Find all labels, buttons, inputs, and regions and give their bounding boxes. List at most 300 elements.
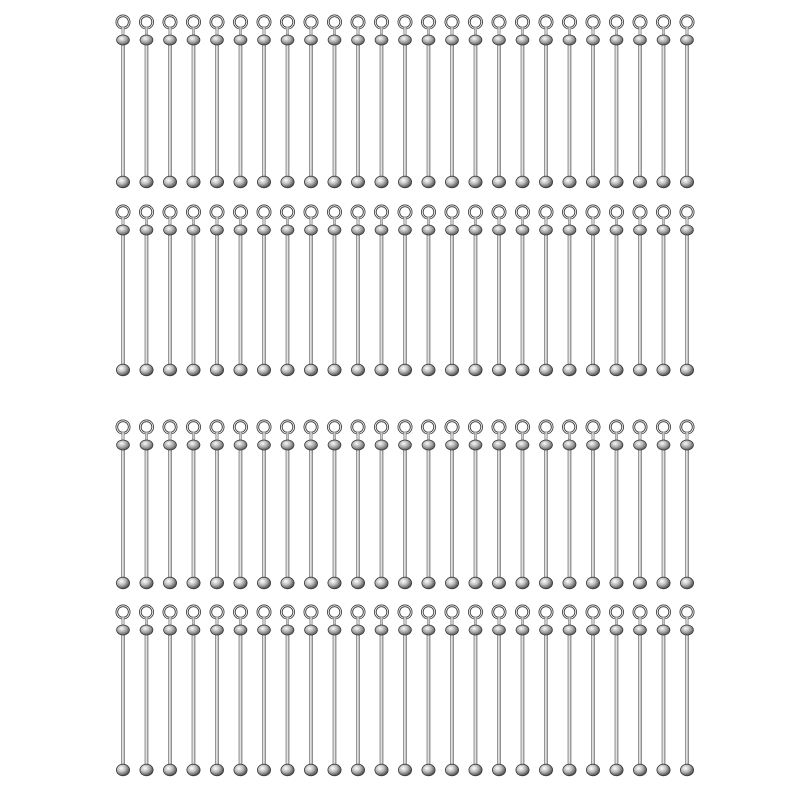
eye-pin bbox=[516, 421, 529, 589]
pin-rod bbox=[474, 38, 477, 178]
pin-ball-end bbox=[163, 364, 176, 376]
pin-ball-end bbox=[657, 577, 670, 589]
pin-bead bbox=[375, 35, 388, 45]
pin-bead bbox=[140, 625, 153, 635]
pin-rod bbox=[615, 443, 618, 579]
pin-bead bbox=[211, 625, 224, 635]
pin-ball-end bbox=[375, 577, 388, 589]
eye-pin bbox=[304, 206, 317, 376]
pin-neck bbox=[474, 27, 477, 35]
pin-ball-end bbox=[398, 577, 411, 589]
pin-loop-highlight bbox=[258, 16, 270, 28]
pin-bead bbox=[422, 225, 435, 235]
eye-pin bbox=[140, 606, 153, 776]
pin-bead bbox=[399, 35, 412, 45]
pin-rod bbox=[591, 228, 594, 366]
eye-pin bbox=[210, 16, 223, 188]
pin-neck bbox=[169, 617, 172, 625]
eye-pin bbox=[375, 16, 388, 188]
pin-bead bbox=[328, 35, 341, 45]
pin-bead bbox=[258, 225, 271, 235]
pin-ball-end bbox=[257, 176, 270, 188]
pin-ball-end bbox=[116, 764, 129, 776]
pin-rod bbox=[521, 38, 524, 178]
pin-rod bbox=[638, 628, 641, 766]
pin-neck bbox=[404, 617, 407, 625]
pin-bead bbox=[540, 440, 553, 450]
pin-bead bbox=[681, 225, 694, 235]
pin-neck bbox=[521, 217, 524, 225]
pin-loop-highlight bbox=[352, 206, 364, 218]
pin-bead bbox=[446, 35, 459, 45]
pin-ball-end bbox=[234, 577, 247, 589]
pin-block-2 bbox=[116, 421, 693, 776]
pin-rod bbox=[544, 628, 547, 766]
eye-pin bbox=[610, 606, 623, 776]
eye-pin bbox=[281, 206, 294, 376]
pin-loop-highlight bbox=[634, 16, 646, 28]
pin-ball-end bbox=[304, 577, 317, 589]
pin-bead bbox=[352, 625, 365, 635]
eye-pin bbox=[328, 421, 341, 589]
pin-ball-end bbox=[422, 176, 435, 188]
pin-neck bbox=[404, 432, 407, 440]
pin-ball-end bbox=[351, 577, 364, 589]
pin-neck bbox=[451, 617, 454, 625]
pin-rod bbox=[333, 628, 336, 766]
eye-pin bbox=[210, 206, 223, 376]
pin-bead bbox=[234, 625, 247, 635]
pin-neck bbox=[615, 217, 618, 225]
pin-neck bbox=[592, 617, 595, 625]
pin-loop-highlight bbox=[305, 421, 317, 433]
pin-neck bbox=[615, 432, 618, 440]
pin-ball-end bbox=[351, 364, 364, 376]
pin-rod bbox=[215, 443, 218, 579]
pin-ball-end bbox=[116, 364, 129, 376]
pin-neck bbox=[427, 617, 430, 625]
pin-bead bbox=[610, 225, 623, 235]
pin-bead bbox=[281, 440, 294, 450]
pin-loop-highlight bbox=[516, 606, 528, 618]
pin-bead bbox=[516, 440, 529, 450]
pin-rod bbox=[121, 628, 124, 766]
eye-pin bbox=[610, 421, 623, 589]
pin-neck bbox=[286, 217, 289, 225]
pin-rod bbox=[450, 628, 453, 766]
pin-ball-end bbox=[633, 364, 646, 376]
pin-neck bbox=[615, 27, 618, 35]
pin-ball-end bbox=[422, 364, 435, 376]
eye-pin bbox=[281, 16, 294, 188]
eye-pin bbox=[539, 421, 552, 589]
pin-rod bbox=[638, 443, 641, 579]
pin-rod bbox=[192, 628, 195, 766]
pin-bead bbox=[258, 440, 271, 450]
pin-loop-highlight bbox=[540, 421, 552, 433]
eye-pin bbox=[351, 206, 364, 376]
pin-loop-highlight bbox=[681, 16, 693, 28]
pin-loop-highlight bbox=[305, 16, 317, 28]
pin-loop-highlight bbox=[234, 421, 246, 433]
eye-pin bbox=[375, 606, 388, 776]
pin-rod bbox=[262, 443, 265, 579]
pin-loop-highlight bbox=[399, 421, 411, 433]
pin-ball-end bbox=[116, 176, 129, 188]
pin-ball-end bbox=[281, 176, 294, 188]
eye-pin bbox=[140, 421, 153, 589]
pin-neck bbox=[380, 27, 383, 35]
pin-neck bbox=[192, 217, 195, 225]
pin-neck bbox=[545, 217, 548, 225]
pin-rod bbox=[662, 38, 665, 178]
pin-rod bbox=[497, 38, 500, 178]
pin-loop-highlight bbox=[587, 206, 599, 218]
pin-bead bbox=[540, 35, 553, 45]
pin-bead bbox=[657, 625, 670, 635]
pin-rod bbox=[403, 228, 406, 366]
pin-rod bbox=[309, 228, 312, 366]
eye-pin bbox=[210, 606, 223, 776]
pin-loop-highlight bbox=[211, 606, 223, 618]
pin-rod bbox=[685, 628, 688, 766]
pin-ball-end bbox=[586, 577, 599, 589]
eye-pin bbox=[586, 606, 599, 776]
pin-loop-highlight bbox=[681, 421, 693, 433]
pin-rod bbox=[568, 443, 571, 579]
pin-loop-highlight bbox=[422, 16, 434, 28]
pin-loop-highlight bbox=[234, 606, 246, 618]
pin-ball-end bbox=[163, 764, 176, 776]
pin-ball-end bbox=[234, 364, 247, 376]
pin-neck bbox=[122, 217, 125, 225]
pin-ball-end bbox=[516, 364, 529, 376]
pin-rod bbox=[333, 38, 336, 178]
eye-pin bbox=[187, 421, 200, 589]
pin-bead bbox=[211, 225, 224, 235]
pin-rod bbox=[168, 628, 171, 766]
pin-bead bbox=[211, 440, 224, 450]
pin-rod bbox=[192, 228, 195, 366]
pin-bead bbox=[422, 440, 435, 450]
pin-rod bbox=[168, 228, 171, 366]
eye-pin bbox=[539, 206, 552, 376]
pin-rod bbox=[638, 38, 641, 178]
pin-loop-highlight bbox=[587, 421, 599, 433]
pin-bead bbox=[634, 625, 647, 635]
eye-pin bbox=[140, 16, 153, 188]
pin-bead bbox=[563, 625, 576, 635]
eye-pin bbox=[539, 16, 552, 188]
pin-bead bbox=[657, 440, 670, 450]
pin-ball-end bbox=[680, 176, 693, 188]
pin-ball-end bbox=[445, 364, 458, 376]
pin-neck bbox=[357, 27, 360, 35]
pin-loop-highlight bbox=[258, 206, 270, 218]
pin-loop-highlight bbox=[493, 421, 505, 433]
pin-ball-end bbox=[163, 577, 176, 589]
eye-pin bbox=[516, 16, 529, 188]
pin-loop-highlight bbox=[610, 16, 622, 28]
pin-neck bbox=[568, 617, 571, 625]
pin-ball-end bbox=[445, 764, 458, 776]
pin-rod bbox=[333, 228, 336, 366]
pin-neck bbox=[263, 432, 266, 440]
pin-ball-end bbox=[187, 764, 200, 776]
pin-neck bbox=[239, 432, 242, 440]
pin-rod bbox=[215, 228, 218, 366]
pin-neck bbox=[239, 217, 242, 225]
pin-neck bbox=[592, 432, 595, 440]
pin-ball-end bbox=[539, 176, 552, 188]
pin-loop-highlight bbox=[681, 606, 693, 618]
pin-neck bbox=[498, 27, 501, 35]
pin-ball-end bbox=[445, 577, 458, 589]
pin-loop-highlight bbox=[281, 606, 293, 618]
pin-loop-highlight bbox=[446, 421, 458, 433]
eye-pin bbox=[281, 421, 294, 589]
pin-neck bbox=[521, 27, 524, 35]
pin-bead bbox=[258, 625, 271, 635]
pin-loop-highlight bbox=[234, 16, 246, 28]
pin-bead bbox=[305, 625, 318, 635]
pin-ball-end bbox=[328, 577, 341, 589]
pin-bead bbox=[610, 35, 623, 45]
pin-row bbox=[116, 206, 693, 376]
eye-pin bbox=[375, 421, 388, 589]
eye-pin bbox=[633, 16, 646, 188]
eye-pin bbox=[328, 606, 341, 776]
eye-pin bbox=[680, 206, 693, 376]
pin-rod bbox=[356, 628, 359, 766]
eye-pin bbox=[492, 606, 505, 776]
pin-ball-end bbox=[163, 176, 176, 188]
pin-neck bbox=[263, 617, 266, 625]
pin-loop-highlight bbox=[493, 206, 505, 218]
pin-rod bbox=[239, 628, 242, 766]
pin-ball-end bbox=[328, 364, 341, 376]
pin-rod bbox=[450, 443, 453, 579]
pin-rod bbox=[215, 628, 218, 766]
pin-rod bbox=[145, 628, 148, 766]
pin-ball-end bbox=[351, 176, 364, 188]
pin-neck bbox=[427, 217, 430, 225]
pin-bead bbox=[446, 225, 459, 235]
pin-neck bbox=[357, 617, 360, 625]
pin-bead bbox=[469, 35, 482, 45]
pin-loop-highlight bbox=[258, 421, 270, 433]
pin-loop-highlight bbox=[399, 16, 411, 28]
pin-loop-highlight bbox=[516, 421, 528, 433]
pin-neck bbox=[333, 217, 336, 225]
pin-neck bbox=[639, 617, 642, 625]
pin-bead bbox=[493, 440, 506, 450]
pin-ball-end bbox=[210, 577, 223, 589]
pin-neck bbox=[427, 27, 430, 35]
pin-bead bbox=[352, 440, 365, 450]
pin-ball-end bbox=[610, 176, 623, 188]
pin-neck bbox=[451, 27, 454, 35]
pin-ball-end bbox=[304, 764, 317, 776]
pin-rod bbox=[262, 38, 265, 178]
pin-ball-end bbox=[657, 364, 670, 376]
pin-rod bbox=[521, 628, 524, 766]
eye-pin bbox=[563, 606, 576, 776]
pin-bead bbox=[587, 440, 600, 450]
pin-loop-highlight bbox=[281, 16, 293, 28]
pin-neck bbox=[380, 217, 383, 225]
pin-loop-highlight bbox=[328, 16, 340, 28]
pin-rod bbox=[403, 443, 406, 579]
pin-neck bbox=[451, 432, 454, 440]
pin-bead bbox=[281, 625, 294, 635]
pin-bead bbox=[399, 440, 412, 450]
pin-neck bbox=[263, 217, 266, 225]
pin-loop-highlight bbox=[375, 421, 387, 433]
pin-bead bbox=[399, 225, 412, 235]
eye-pin bbox=[422, 16, 435, 188]
eye-pin bbox=[351, 606, 364, 776]
pin-loop-highlight bbox=[187, 421, 199, 433]
pin-ball-end bbox=[375, 364, 388, 376]
pin-ball-end bbox=[210, 364, 223, 376]
pin-loop-highlight bbox=[164, 421, 176, 433]
pin-bead bbox=[563, 225, 576, 235]
pin-loop-highlight bbox=[305, 206, 317, 218]
pin-rod bbox=[168, 38, 171, 178]
eye-pin bbox=[469, 421, 482, 589]
pin-rod bbox=[591, 38, 594, 178]
pin-rod bbox=[427, 443, 430, 579]
pin-neck bbox=[145, 27, 148, 35]
pin-neck bbox=[310, 27, 313, 35]
pin-rod bbox=[685, 228, 688, 366]
pin-ball-end bbox=[257, 764, 270, 776]
pin-neck bbox=[474, 617, 477, 625]
pin-bead bbox=[211, 35, 224, 45]
pin-loop-highlight bbox=[187, 206, 199, 218]
pin-loop-highlight bbox=[211, 16, 223, 28]
pin-loop-highlight bbox=[352, 421, 364, 433]
pin-loop-highlight bbox=[516, 206, 528, 218]
eye-pin bbox=[657, 421, 670, 589]
pin-neck bbox=[122, 617, 125, 625]
pin-bead bbox=[587, 625, 600, 635]
pin-bead bbox=[469, 625, 482, 635]
pin-neck bbox=[169, 27, 172, 35]
pin-loop-highlight bbox=[657, 606, 669, 618]
pin-ball-end bbox=[234, 764, 247, 776]
pin-rod bbox=[262, 228, 265, 366]
pin-ball-end bbox=[657, 176, 670, 188]
pin-ball-end bbox=[680, 364, 693, 376]
pin-ball-end bbox=[586, 364, 599, 376]
pin-bead bbox=[234, 35, 247, 45]
eye-pin bbox=[140, 206, 153, 376]
pin-rod bbox=[309, 443, 312, 579]
eye-pin bbox=[610, 16, 623, 188]
pin-loop-highlight bbox=[375, 606, 387, 618]
pin-loop-highlight bbox=[657, 421, 669, 433]
pin-bead bbox=[493, 35, 506, 45]
pin-loop-highlight bbox=[164, 16, 176, 28]
pin-neck bbox=[286, 27, 289, 35]
eye-pin bbox=[445, 206, 458, 376]
pin-neck bbox=[662, 27, 665, 35]
eye-pin bbox=[116, 421, 129, 589]
eye-pin bbox=[257, 606, 270, 776]
pin-ball-end bbox=[610, 764, 623, 776]
pin-bead bbox=[516, 35, 529, 45]
pin-loop-highlight bbox=[657, 206, 669, 218]
pin-neck bbox=[310, 432, 313, 440]
pin-loop-highlight bbox=[422, 421, 434, 433]
pin-neck bbox=[662, 617, 665, 625]
eye-pin bbox=[445, 606, 458, 776]
pin-rod bbox=[192, 38, 195, 178]
pin-rod bbox=[427, 38, 430, 178]
pin-bead bbox=[140, 225, 153, 235]
pin-loop-highlight bbox=[610, 206, 622, 218]
pin-loop-highlight bbox=[540, 606, 552, 618]
eye-pin bbox=[539, 606, 552, 776]
eye-pin bbox=[563, 206, 576, 376]
pin-neck bbox=[192, 617, 195, 625]
pin-ball-end bbox=[657, 764, 670, 776]
pin-neck bbox=[545, 27, 548, 35]
pin-loop-highlight bbox=[634, 421, 646, 433]
pin-ball-end bbox=[187, 364, 200, 376]
pin-loop-highlight bbox=[469, 206, 481, 218]
pin-bead bbox=[446, 440, 459, 450]
pin-rod bbox=[662, 443, 665, 579]
pin-loop-highlight bbox=[422, 206, 434, 218]
pin-bead bbox=[187, 225, 200, 235]
pin-rod bbox=[615, 628, 618, 766]
pin-bead bbox=[493, 625, 506, 635]
pin-ball-end bbox=[680, 764, 693, 776]
pin-rod bbox=[286, 628, 289, 766]
pin-loop-highlight bbox=[469, 606, 481, 618]
pin-ball-end bbox=[140, 577, 153, 589]
eye-pin bbox=[492, 206, 505, 376]
eye-pin bbox=[492, 421, 505, 589]
pin-rod bbox=[427, 628, 430, 766]
pin-bead bbox=[516, 625, 529, 635]
pin-neck bbox=[145, 432, 148, 440]
eye-pin bbox=[187, 16, 200, 188]
pin-rod bbox=[685, 443, 688, 579]
pin-loop-highlight bbox=[516, 16, 528, 28]
pin-neck bbox=[333, 27, 336, 35]
pin-ball-end bbox=[187, 577, 200, 589]
pin-rod bbox=[286, 38, 289, 178]
eye-pin bbox=[398, 206, 411, 376]
pin-ball-end bbox=[563, 176, 576, 188]
pin-rod bbox=[192, 443, 195, 579]
pin-bead bbox=[375, 225, 388, 235]
pin-bead bbox=[375, 625, 388, 635]
pin-rod bbox=[239, 38, 242, 178]
pin-row bbox=[116, 606, 693, 776]
pin-neck bbox=[686, 27, 689, 35]
pin-loop-highlight bbox=[117, 206, 129, 218]
pin-neck bbox=[333, 432, 336, 440]
pin-neck bbox=[216, 432, 219, 440]
pin-bead bbox=[117, 35, 130, 45]
pin-rod bbox=[638, 228, 641, 366]
pin-rod bbox=[615, 38, 618, 178]
